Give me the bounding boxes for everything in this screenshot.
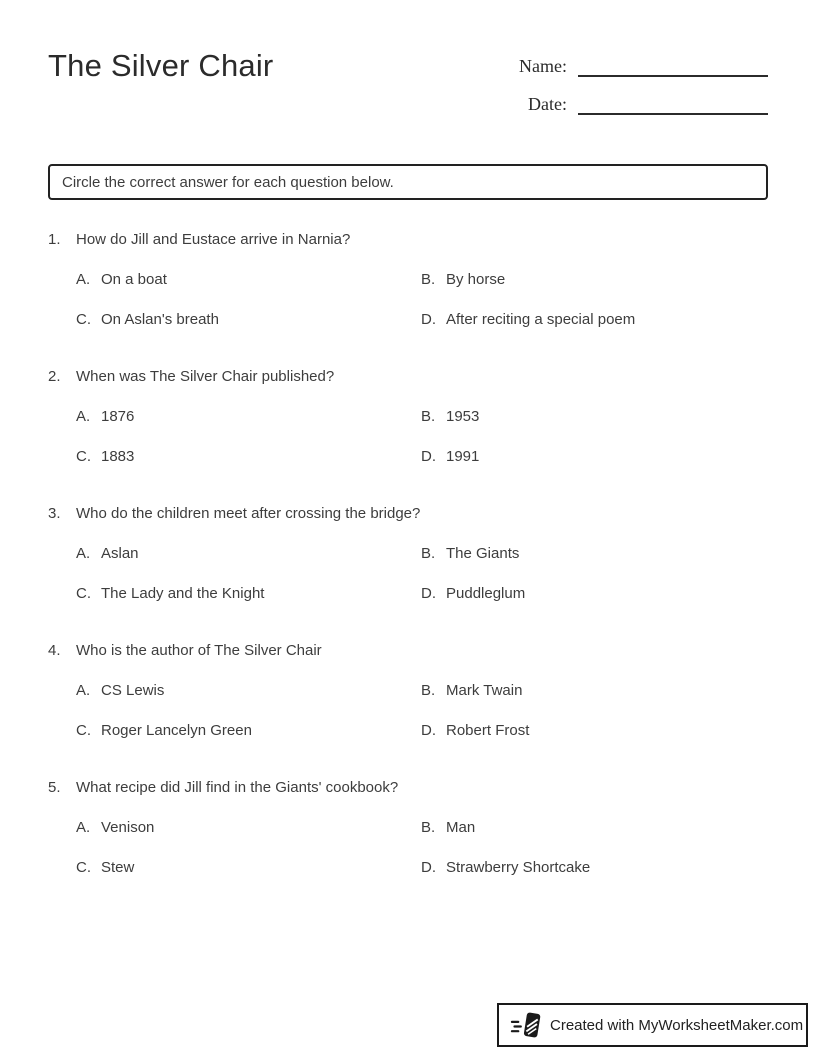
option-text: On a boat <box>101 271 167 288</box>
option-letter: A. <box>76 545 91 562</box>
option-text: The Giants <box>446 545 520 562</box>
option-letter: C. <box>76 722 91 739</box>
option-b[interactable] <box>421 406 768 428</box>
option-a[interactable] <box>76 817 421 839</box>
option-text: Venison <box>101 819 155 836</box>
name-row <box>519 53 768 77</box>
name-input-line[interactable] <box>578 55 768 77</box>
question-3 <box>48 503 768 605</box>
question-5 <box>48 777 768 879</box>
option-text: By horse <box>446 271 506 288</box>
name-date-block <box>519 53 768 129</box>
question-row <box>48 503 768 525</box>
question-list <box>48 229 768 914</box>
option-c[interactable] <box>76 720 421 742</box>
date-label: Date: <box>528 94 567 114</box>
question-options <box>76 406 768 468</box>
question-row <box>48 777 768 799</box>
question-options <box>76 817 768 879</box>
question-number: 1. <box>48 231 61 248</box>
option-letter: B. <box>421 408 436 425</box>
option-a[interactable] <box>76 543 421 565</box>
date-row <box>519 91 768 115</box>
question-row <box>48 229 768 251</box>
option-letter: C. <box>76 585 91 602</box>
option-letter: A. <box>76 408 91 425</box>
option-letter: B. <box>421 682 436 699</box>
option-text: Strawberry Shortcake <box>446 859 591 876</box>
option-letter: D. <box>421 585 436 602</box>
option-text: 1953 <box>446 408 480 425</box>
instruction-box <box>48 164 768 200</box>
option-text: Stew <box>101 859 135 876</box>
option-text: 1876 <box>101 408 135 425</box>
question-text: Who do the children meet after crossing the bridge? <box>76 505 421 522</box>
option-letter: B. <box>421 819 436 836</box>
option-text: Robert Frost <box>446 722 530 739</box>
footer-credit[interactable] <box>497 1003 808 1047</box>
option-letter: D. <box>421 311 436 328</box>
question-text: How do Jill and Eustace arrive in Narnia? <box>76 231 351 248</box>
option-text: On Aslan's breath <box>101 311 219 328</box>
option-text: After reciting a special poem <box>446 311 636 328</box>
question-number: 3. <box>48 505 61 522</box>
option-text: 1991 <box>446 448 480 465</box>
option-a[interactable] <box>76 680 421 702</box>
question-2 <box>48 366 768 468</box>
question-options <box>76 269 768 331</box>
option-d[interactable] <box>421 309 768 331</box>
option-text: Aslan <box>101 545 139 562</box>
question-row <box>48 366 768 388</box>
option-letter: A. <box>76 271 91 288</box>
option-letter: D. <box>421 859 436 876</box>
option-b[interactable] <box>421 817 768 839</box>
option-text: Roger Lancelyn Green <box>101 722 252 739</box>
option-letter: C. <box>76 448 91 465</box>
question-number: 4. <box>48 642 61 659</box>
question-text: When was The Silver Chair published? <box>76 368 335 385</box>
option-a[interactable] <box>76 406 421 428</box>
option-letter: C. <box>76 859 91 876</box>
question-4 <box>48 640 768 742</box>
date-input-line[interactable] <box>578 93 768 115</box>
question-row <box>48 640 768 662</box>
option-letter: A. <box>76 819 91 836</box>
question-text: Who is the author of The Silver Chair <box>76 642 322 659</box>
option-letter: C. <box>76 311 91 328</box>
flying-worksheet-icon <box>510 1008 544 1042</box>
option-letter: D. <box>421 722 436 739</box>
question-options <box>76 543 768 605</box>
option-b[interactable] <box>421 680 768 702</box>
option-text: CS Lewis <box>101 682 165 699</box>
option-c[interactable] <box>76 583 421 605</box>
question-number: 5. <box>48 779 61 796</box>
option-text: Man <box>446 819 476 836</box>
option-letter: B. <box>421 271 436 288</box>
instruction-text: Circle the correct answer for each question below. <box>62 173 394 191</box>
question-options <box>76 680 768 742</box>
footer-credit-text: Created with MyWorksheetMaker.com <box>550 1016 804 1034</box>
option-c[interactable] <box>76 857 421 879</box>
question-text: What recipe did Jill find in the Giants' cookbook? <box>76 779 399 796</box>
option-d[interactable] <box>421 446 768 468</box>
option-text: 1883 <box>101 448 135 465</box>
option-c[interactable] <box>76 446 421 468</box>
option-text: The Lady and the Knight <box>101 585 265 602</box>
option-d[interactable] <box>421 857 768 879</box>
option-text: Puddleglum <box>446 585 526 602</box>
option-letter: A. <box>76 682 91 699</box>
page-title: The Silver Chair <box>48 48 274 83</box>
option-b[interactable] <box>421 269 768 291</box>
option-c[interactable] <box>76 309 421 331</box>
question-number: 2. <box>48 368 61 385</box>
option-d[interactable] <box>421 720 768 742</box>
option-text: Mark Twain <box>446 682 523 699</box>
option-d[interactable] <box>421 583 768 605</box>
option-a[interactable] <box>76 269 421 291</box>
option-letter: D. <box>421 448 436 465</box>
option-b[interactable] <box>421 543 768 565</box>
name-label: Name: <box>519 56 567 76</box>
option-letter: B. <box>421 545 436 562</box>
question-1 <box>48 229 768 331</box>
